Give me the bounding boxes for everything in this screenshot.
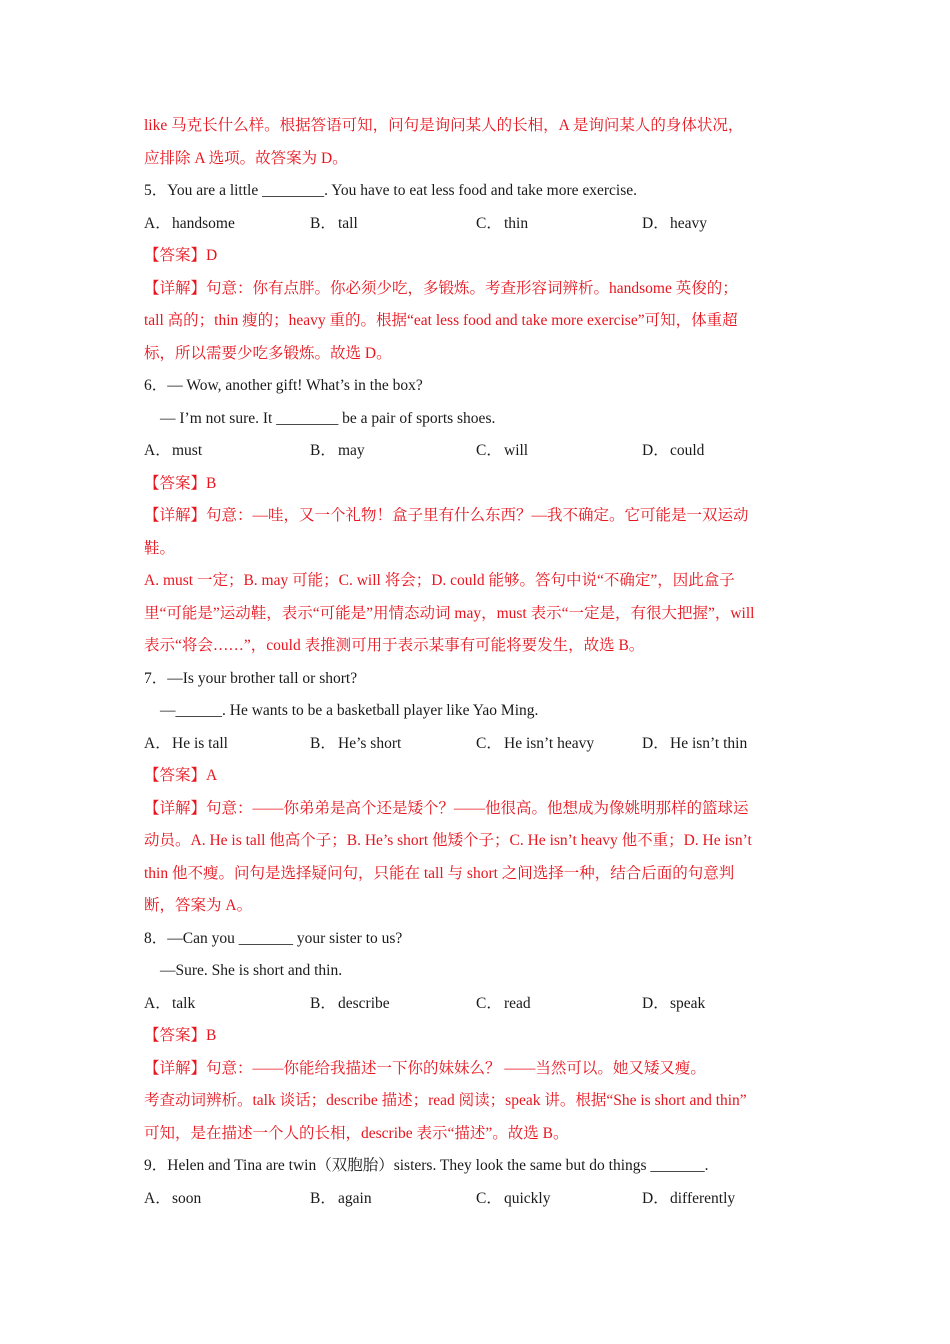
- explanation-line: 【详解】句意：——你弟弟是高个还是矮个？——他很高。他想成为像姚明那样的篮球运: [144, 799, 749, 817]
- option-letter: C．: [476, 994, 502, 1012]
- option-letter: D．: [642, 1189, 669, 1207]
- options-row: [144, 1183, 814, 1216]
- option-text: read: [504, 994, 531, 1012]
- option-letter: D．: [642, 994, 669, 1012]
- question-7: [144, 663, 814, 923]
- explanation-line: A. must 一定；B. may 可能；C. will 将会；D. could 能够。答句中说“不确定”，因此盒子: [144, 572, 735, 589]
- option-letter: C．: [476, 1189, 502, 1207]
- question-stem: 8．—Can you _______ your sister to us?: [144, 929, 403, 947]
- answer-line: 【答案】B: [144, 474, 217, 492]
- options-row: [144, 208, 814, 241]
- option-c[interactable]: [476, 988, 642, 1021]
- option-text: again: [338, 1189, 372, 1207]
- option-letter: B．: [310, 1189, 336, 1207]
- explanation-line: thin 他不瘦。问句是选择疑问句，只能在 tall 与 short 之间选择一种，结合后面的句意判: [144, 864, 735, 882]
- option-d[interactable]: [642, 208, 808, 241]
- option-text: quickly: [504, 1189, 551, 1207]
- question-8: [144, 923, 814, 1151]
- option-d[interactable]: [642, 435, 808, 468]
- question-stem: 5．You are a little ________. You have to eat less food and take more exercise.: [144, 182, 638, 199]
- option-b[interactable]: [310, 1183, 476, 1216]
- option-text: talk: [172, 994, 196, 1012]
- option-letter: B．: [310, 994, 336, 1012]
- explanation-line: 鞋。: [144, 539, 176, 557]
- option-b[interactable]: [310, 208, 476, 241]
- option-a[interactable]: [144, 435, 310, 468]
- question-stem: 9．Helen and Tina are twin（双胞胎）sisters. They look the same but do things _______.: [144, 1157, 709, 1174]
- answer-line: 【答案】D: [144, 247, 218, 264]
- explanation-line: 标，所以需要少吃多锻炼。故选 D。: [144, 344, 392, 362]
- explanation-line: 可知，是在描述一个人的长相，describe 表示“描述”。故选 B。: [144, 1124, 569, 1142]
- options-row: [144, 988, 814, 1021]
- option-d[interactable]: [642, 728, 808, 761]
- question-stem: 6．— Wow, another gift! What’s in the box?: [144, 377, 423, 394]
- option-text: may: [338, 442, 365, 459]
- option-text: tall: [338, 214, 358, 232]
- explanation-line: 动员。A. He is tall 他高个子；B. He’s short 他矮个子；C. He isn’t heavy 他不重；D. He isn’t: [144, 832, 752, 849]
- option-letter: C．: [476, 214, 502, 232]
- option-d[interactable]: [642, 988, 808, 1021]
- explanation-line: 里“可能是”运动鞋，表示“可能是”用情态动词 may，must 表示“一定是，有很大把握”，will: [144, 604, 755, 622]
- option-text: must: [172, 442, 203, 459]
- explanation-line: 【详解】句意：——你能给我描述一下你的妹妹么？ ——当然可以。她又矮又瘦。: [144, 1059, 706, 1077]
- option-a[interactable]: [144, 1183, 310, 1216]
- option-a[interactable]: [144, 208, 310, 241]
- option-letter: D．: [642, 442, 669, 459]
- explanation-line: 【详解】句意：你有点胖。你必须少吃，多锻炼。考查形容词辨析。handsome 英俊的；: [144, 279, 738, 297]
- option-c[interactable]: [476, 208, 642, 241]
- option-letter: B．: [310, 734, 336, 752]
- options-row: [144, 435, 814, 468]
- option-letter: A．: [144, 1189, 171, 1207]
- explanation-line: 应排除 A 选项。故答案为 D。: [144, 149, 348, 167]
- option-text: He’s short: [338, 734, 402, 752]
- option-b[interactable]: [310, 728, 476, 761]
- option-c[interactable]: [476, 1183, 642, 1216]
- option-b[interactable]: [310, 988, 476, 1021]
- question-6: [144, 370, 814, 663]
- option-letter: C．: [476, 734, 502, 752]
- option-text: describe: [338, 994, 390, 1012]
- explanation-line: tall 高的；thin 瘦的；heavy 重的。根据“eat less food and take more exercise”可知，体重超: [144, 312, 738, 329]
- question-stem: — I’m not sure. It ________ be a pair of sports shoes.: [160, 409, 496, 427]
- question-stem: —______. He wants to be a basketball player like Yao Ming.: [160, 702, 539, 719]
- explanation-line: 断，答案为 A。: [144, 897, 253, 914]
- option-letter: B．: [310, 214, 336, 232]
- question-stem: 7．—Is your brother tall or short?: [144, 669, 358, 687]
- option-text: He is tall: [172, 734, 228, 752]
- option-letter: D．: [642, 214, 669, 232]
- option-text: handsome: [172, 214, 235, 232]
- option-text: speak: [670, 994, 706, 1012]
- option-a[interactable]: [144, 988, 310, 1021]
- option-text: He isn’t thin: [670, 734, 748, 752]
- question-stem: —Sure. She is short and thin.: [160, 962, 343, 979]
- option-text: thin: [504, 214, 529, 232]
- option-c[interactable]: [476, 435, 642, 468]
- explanation-line: like 马克长什么样。根据答语可知，问句是询问某人的长相，A 是询问某人的身体状况，: [144, 117, 744, 134]
- option-b[interactable]: [310, 435, 476, 468]
- option-text: heavy: [670, 214, 708, 232]
- option-letter: A．: [144, 214, 171, 232]
- option-letter: A．: [144, 734, 171, 752]
- option-letter: D．: [642, 734, 669, 752]
- option-a[interactable]: [144, 728, 310, 761]
- answer-line: 【答案】B: [144, 1027, 217, 1044]
- option-letter: A．: [144, 442, 171, 459]
- option-text: He isn’t heavy: [504, 734, 595, 752]
- option-text: could: [670, 442, 705, 459]
- question-5: [144, 175, 814, 370]
- explanation-line: 考查动词辨析。talk 谈话；describe 描述；read 阅读；speak 讲。根据“She is short and thin”: [144, 1092, 747, 1109]
- option-text: differently: [670, 1189, 736, 1207]
- option-c[interactable]: [476, 728, 642, 761]
- option-letter: C．: [476, 442, 502, 459]
- options-row: [144, 728, 814, 761]
- question-9: [144, 1150, 814, 1215]
- document-page: [144, 110, 814, 1215]
- option-text: will: [504, 442, 529, 459]
- explanation-line: 【详解】句意：—哇，又一个礼物！盒子里有什么东西？—我不确定。它可能是一双运动: [144, 507, 749, 524]
- option-text: soon: [172, 1189, 202, 1207]
- option-letter: B．: [310, 442, 336, 459]
- explanation-line: 表示“将会……”，could 表推测可用于表示某事有可能将要发生，故选 B。: [144, 637, 645, 654]
- answer-line: 【答案】A: [144, 767, 218, 784]
- option-letter: A．: [144, 994, 171, 1012]
- option-d[interactable]: [642, 1183, 808, 1216]
